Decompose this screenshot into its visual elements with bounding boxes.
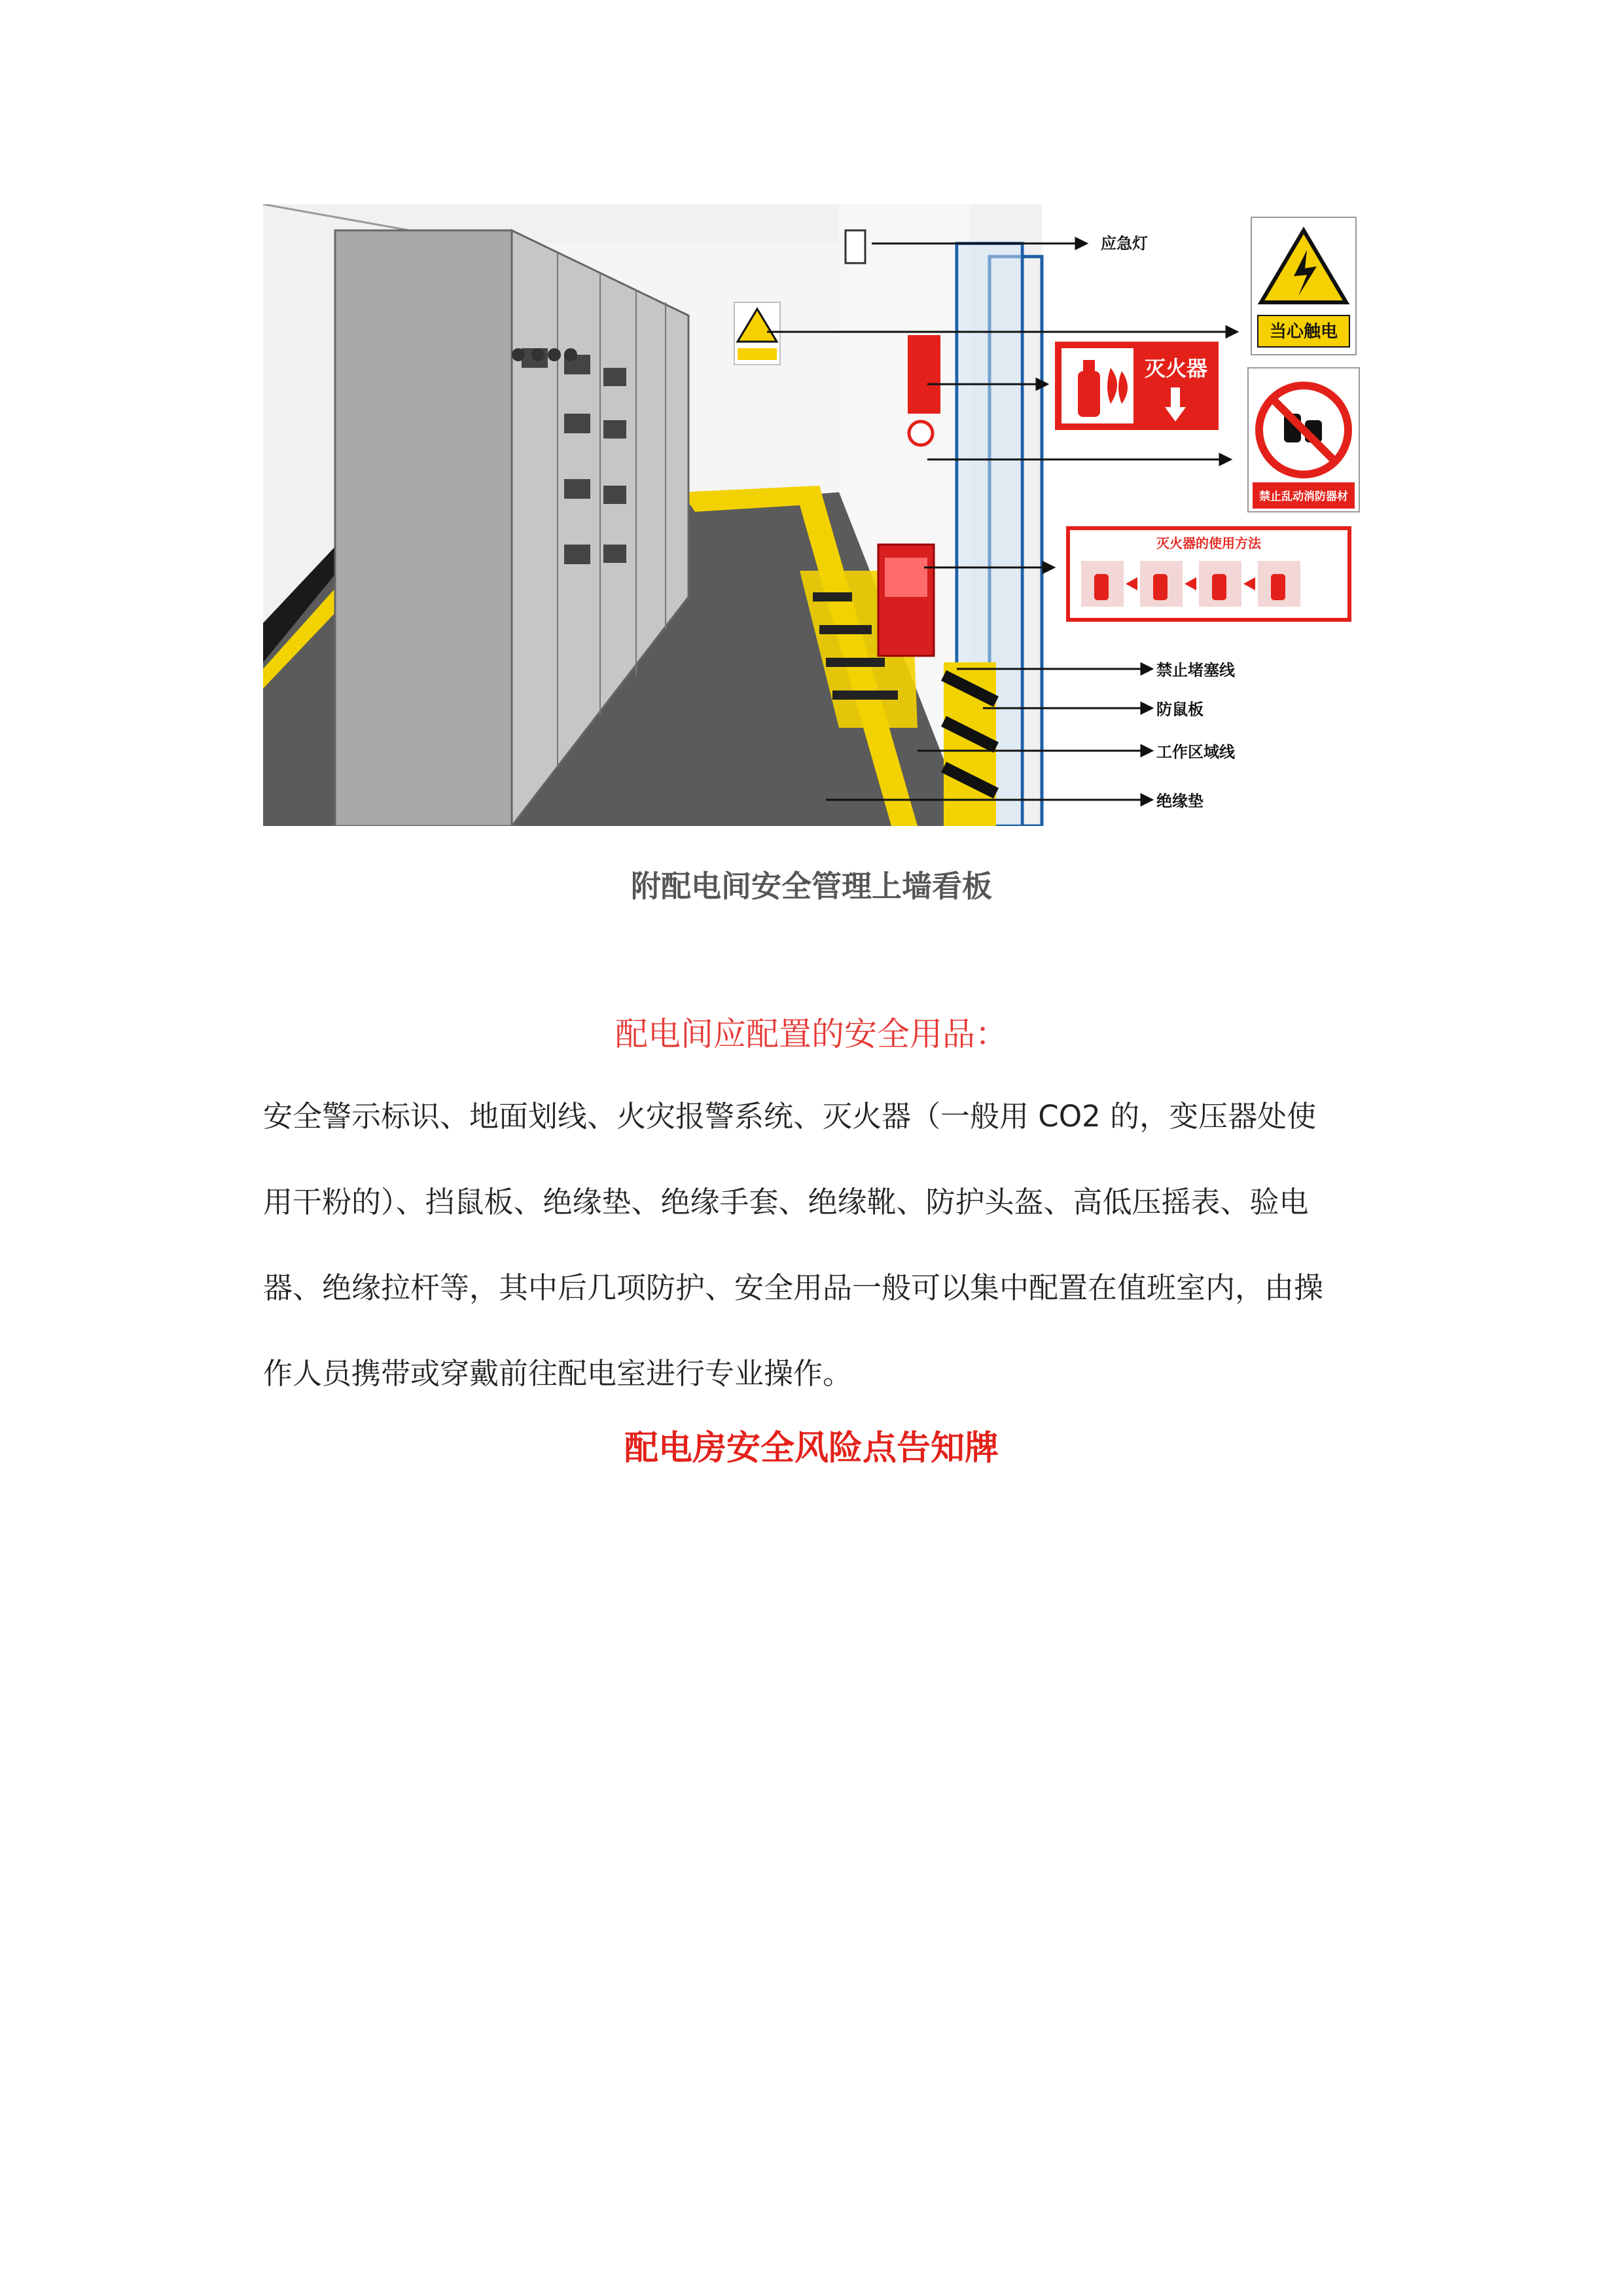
figure-caption: 附配电间安全管理上墙看板 [631, 869, 992, 904]
paragraph-line: 安全警示标识、地面划线、火灾报警系统、灭火器（一般用 CO2 的，变压器处使 [263, 1099, 1317, 1134]
distribution-room-illustration [263, 204, 1402, 826]
electric-shock-sign [1251, 217, 1356, 355]
risk-notice-heading: 配电房安全风险点告知牌 [624, 1429, 999, 1468]
sign-no-misuse-text: 禁止乱动消防器材 [1259, 490, 1348, 503]
paragraph-line: 用干粉的）、挡鼠板、绝缘垫、绝缘手套、绝缘靴、防护头盔、高低压摇表、验电 [263, 1185, 1309, 1219]
label-rat-guard: 防鼠板 [1156, 700, 1204, 719]
extinguisher-sign [1055, 342, 1219, 430]
paragraph-line: 器、绝缘拉杆等，其中后几项防护、安全用品一般可以集中配置在值班室内，由操 [263, 1270, 1324, 1305]
emergency-light [846, 230, 865, 263]
sign-extinguisher-text: 灭火器 [1144, 356, 1208, 381]
label-insulating-mat: 绝缘垫 [1156, 791, 1204, 810]
safety-items-paragraph [263, 1073, 1369, 1416]
sign-electric-shock-text: 当心触电 [1269, 322, 1338, 342]
usage-board-title: 灭火器的使用方法 [1156, 535, 1261, 551]
paragraph-line: 作人员携带或穿戴前往配电室进行专业操作。 [263, 1356, 853, 1391]
no-touch-icon [1259, 386, 1348, 475]
switchgear-cabinet [335, 230, 512, 826]
label-no-blocking-line: 禁止堵塞线 [1156, 660, 1235, 679]
extinguisher-usage-board [1068, 528, 1349, 620]
label-work-zone-line: 工作区域线 [1156, 742, 1235, 761]
section-title: 配电间应配置的安全用品： [615, 1015, 1008, 1053]
no-misuse-sign [1248, 368, 1359, 512]
label-emergency-light: 应急灯 [1101, 234, 1148, 253]
